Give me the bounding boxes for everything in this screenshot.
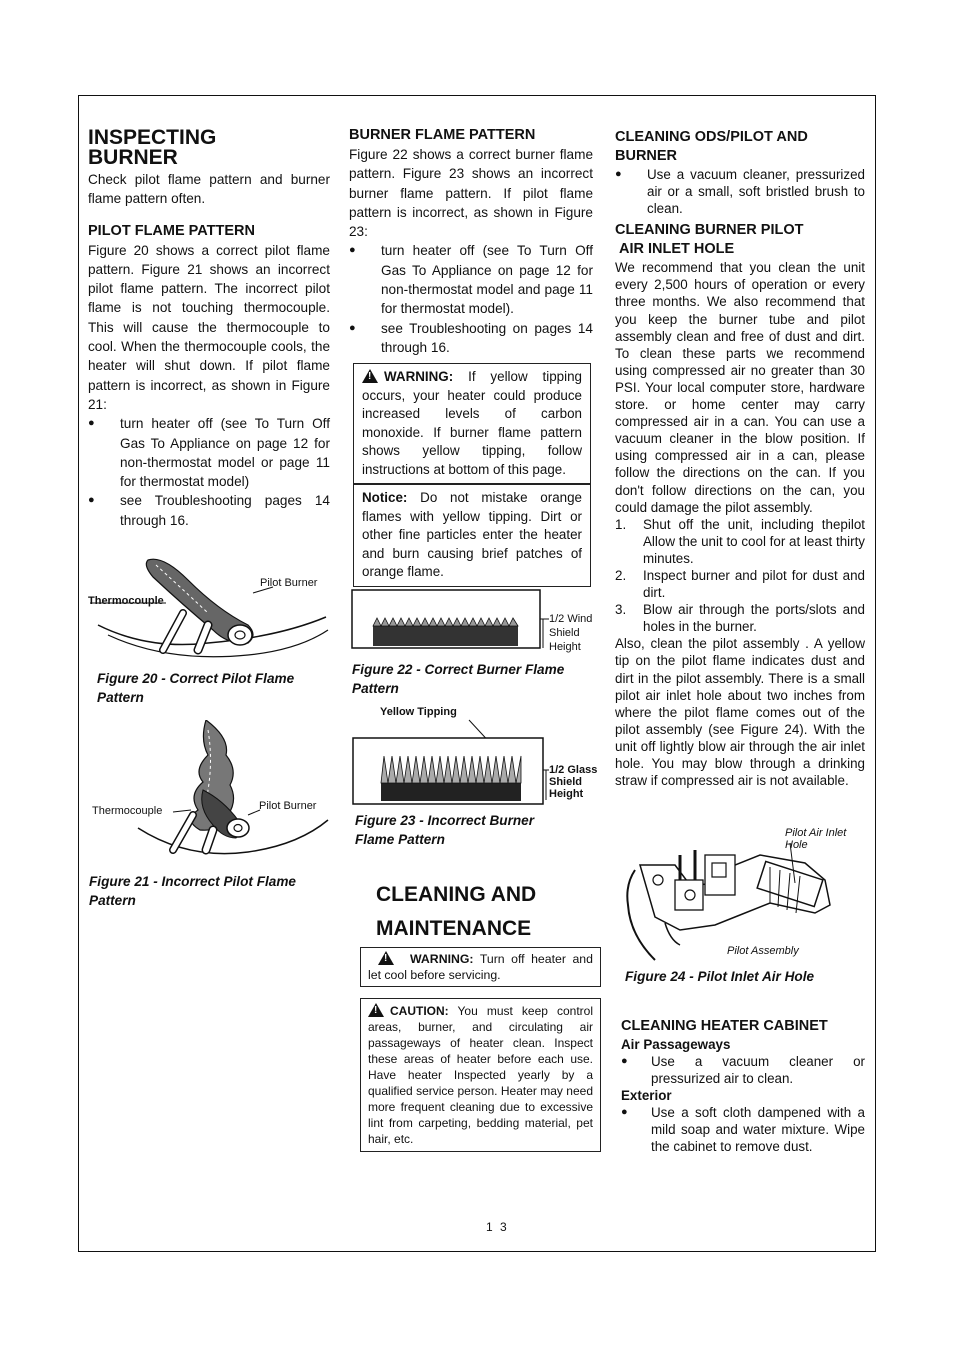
cleaning-maintenance-heading-1: CLEANING AND [376, 883, 537, 906]
fig23-shield-label: 1/2 Glass Shield Height [549, 764, 598, 800]
figure-24-caption: Figure 24 - Pilot Inlet Air Hole [625, 969, 815, 984]
exterior-bullets [615, 1104, 865, 1155]
burner-bullets [349, 241, 593, 357]
column-middle [349, 126, 593, 357]
warning2-label: WARNING: [410, 952, 474, 966]
ods-heading: CLEANING ODS/PILOT AND BURNER [615, 129, 808, 164]
fig20-pilot-burner-label: Pilot Burner [260, 577, 318, 589]
caution-icon [368, 1003, 384, 1017]
pilot-bullets [88, 414, 330, 530]
notice-label: Notice: [362, 490, 408, 505]
fig24-assembly-label: Pilot Assembly [727, 945, 799, 957]
ods-bullets [615, 166, 865, 217]
cabinet-section [615, 1017, 865, 1155]
list-item: ● Use a vacuum cleaner or pressurized air to clean. [621, 1053, 865, 1087]
fig21-thermocouple-label: Thermocouple [92, 805, 163, 817]
yellow-tipping-warning-box [353, 363, 591, 484]
cleaning-maintenance-heading-2: MAINTENANCE [376, 917, 532, 940]
figure-22-illustration [351, 586, 601, 658]
burner-flame-text: Figure 22 shows a correct burner flame pattern. Figure 23 shows an incorrect burner flame pattern. If pilot flame pattern is incorrect, as shown in Figure 23: [349, 147, 593, 240]
column-left [88, 128, 330, 530]
cleaning-steps [615, 516, 865, 636]
page-number: 1 3 [486, 1220, 509, 1234]
list-item: ● see Troubleshooting on pages 14 through 16. [349, 319, 593, 358]
warning-icon [378, 951, 394, 965]
warning-label: WARNING: [384, 369, 454, 384]
fig20-thermocouple-label: Thermocouple [88, 595, 164, 607]
step-text: Blow air through the ports/slots and holes in the burner. [643, 602, 865, 635]
warning-text: If yellow tipping occurs, your heater could produce increased levels of carbon monoxide. If burner flame pattern shows yellow tipping, follow instructions at bottom of this page. [362, 369, 582, 477]
fig22-shield-label: 1/2 Wind Shield Height [549, 613, 593, 653]
caution-text: You must keep control areas, burner, and circulating air passageways of heater clean. Inspect these areas of heater before each use. Have heater Inspected yearly by a qualified service person. Heater may need more frequent cleaning due to excessive lint from carpeting, bedding material, pet hair, etc. [368, 1004, 593, 1146]
inspecting-intro: Check pilot flame pattern and burner flame pattern often. [88, 172, 330, 207]
list-item: ● turn heater off (see To Turn Off Gas To Appliance on page 12 for non-thermostat model and page 11 for thermostat model). [349, 241, 593, 318]
figure-23-caption: Figure 23 - Incorrect Burner Flame Pattern [355, 813, 535, 847]
inlet-text: We recommend that you clean the unit every 2,500 hours of operation or every three months. We also recommend that you keep the burner tube and pilot assembly clean and free of dust and dirt. To clean these parts we recommend using compressed air no greater than 30 PSI. Your local computer store, hardware store. or home center may carry compressed air in a can. You can use a vacuum cleaner in the blow position. If using compressed air in a can, please follow the directions on the can. If you don't follow directions on the can, you could damage the pilot assembly. [615, 260, 865, 515]
caution-box [360, 998, 601, 1152]
step-number: 2. [615, 567, 627, 583]
inlet-heading-1: CLEANING BURNER PILOT [615, 222, 804, 239]
notice-box [353, 484, 591, 587]
list-item: ● turn heater off (see To Turn Off Gas To Appliance on page 12 for non-thermostat model or page 11 for thermostat model) [88, 414, 330, 491]
also-text: Also, clean the pilot assembly . A yellow tip on the pilot flame indicates dust and dirt in the pilot assembly. There is a small pilot air inlet hole about two inches from where the pilot flame comes out of the pilot assembly (see Figure 24). With the unit off lightly blow air through the air inlet hole. You may blow through a drinking straw if compressed air is not available. [615, 636, 865, 789]
inspecting-burner-title: INSPECTING BURNER [88, 126, 217, 169]
fig23-yellow-tipping-label: Yellow Tipping [380, 706, 457, 718]
list-item [615, 516, 865, 567]
list-item: ● see Troubleshooting pages 14 through 16. [88, 491, 330, 530]
exterior-heading: Exterior [621, 1088, 672, 1103]
notice-text: Do not mistake orange flames with yellow tipping. Dirt or other fine particles enter the heater and burn causing brief patches of orange flame. [362, 490, 582, 579]
fig24-inlet-label: Pilot Air Inlet Hole [785, 827, 847, 851]
step-text: Inspect burner and pilot for dust and dirt. [643, 567, 865, 601]
figure-20-illustration [88, 555, 333, 665]
servicing-warning-box [360, 947, 601, 987]
warning2-text: Turn off heater and let cool before servicing. [368, 952, 593, 982]
air-passageways-heading: Air Passageways [621, 1037, 731, 1052]
step-number: 1. [615, 516, 627, 532]
cabinet-heading: CLEANING HEATER CABINET [621, 1018, 828, 1034]
pilot-flame-text: Figure 20 shows a correct pilot flame pattern. Figure 21 shows an incorrect pilot flame pattern. The incorrect pilot flame is not touching thermocouple. This will cause the thermocouple to cool. When the thermocouple cools, the heater will shut down. If pilot flame pattern is incorrect, as shown in Figure 21: [88, 242, 330, 412]
step-text: Shut off the unit, including thepilot Allow the unit to cool for at least thirty minutes. [643, 516, 865, 566]
fig21-pilot-burner-label: Pilot Burner [259, 800, 317, 812]
figure-21-illustration [88, 720, 333, 860]
caution-label: CAUTION: [390, 1004, 449, 1018]
air-bullets [615, 1053, 865, 1087]
list-item: ● Use a soft cloth dampened with a mild soap and water mixture. Wipe the cabinet to remove dust. [621, 1104, 865, 1155]
list-item: ● Use a vacuum cleaner, pressurized air or a small, soft bristled brush to clean. [615, 166, 865, 217]
burner-flame-heading: BURNER FLAME PATTERN [349, 127, 536, 143]
figure-24-illustration [620, 825, 870, 965]
list-item [615, 601, 865, 635]
figure-22-caption: Figure 22 - Correct Burner Flame Pattern [352, 662, 565, 696]
inlet-heading-2: AIR INLET HOLE [619, 241, 735, 258]
list-item [615, 567, 865, 601]
step-number: 3. [615, 602, 627, 618]
column-right [615, 128, 865, 789]
figure-23-illustration [351, 718, 601, 808]
figure-20-caption: Figure 20 - Correct Pilot Flame Pattern [97, 671, 295, 705]
pilot-flame-heading: PILOT FLAME PATTERN [88, 222, 256, 239]
figure-21-caption: Figure 21 - Incorrect Pilot Flame Pattern [89, 874, 296, 908]
warning-icon [362, 369, 378, 383]
